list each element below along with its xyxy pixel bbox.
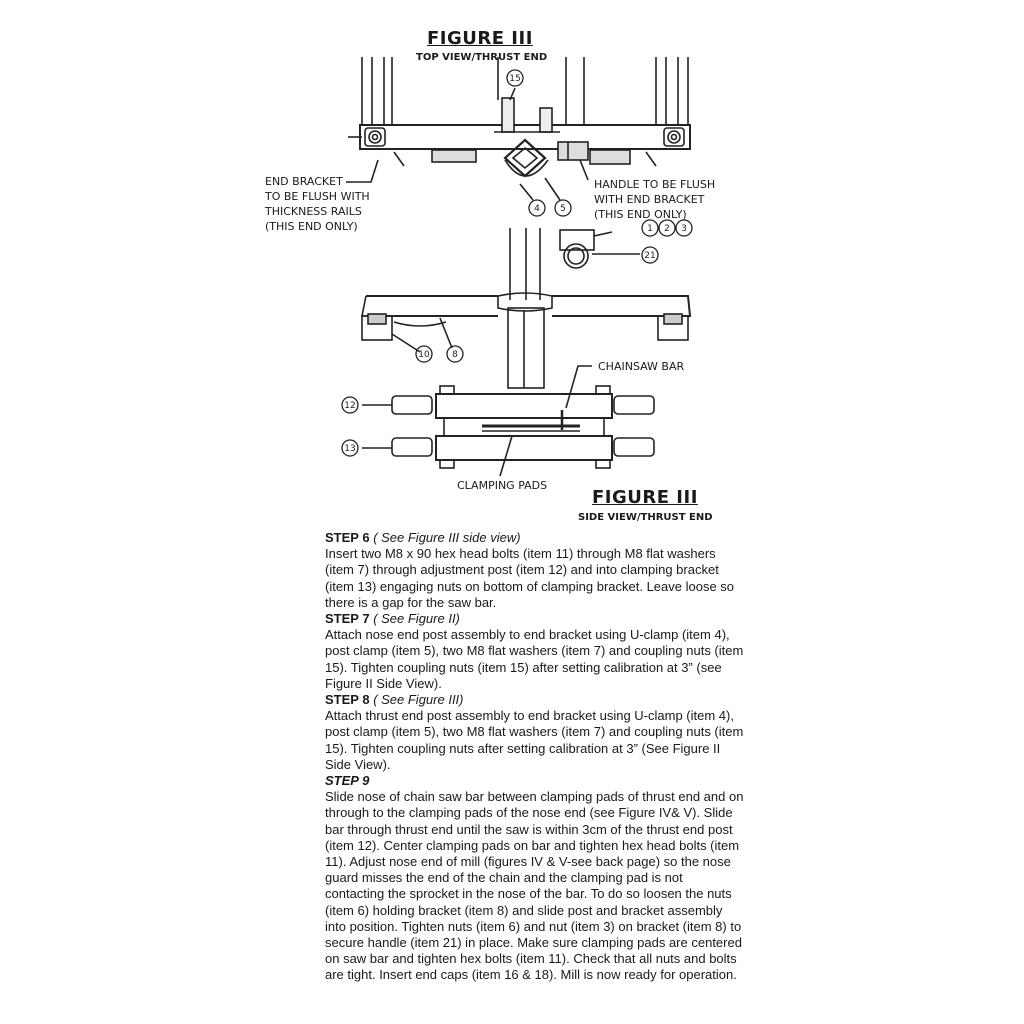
assembly-steps xyxy=(325,530,745,984)
callout-3: 3 xyxy=(681,224,687,234)
side-view xyxy=(362,228,690,476)
callout-numbers xyxy=(344,74,687,454)
callout-21: 21 xyxy=(644,251,656,261)
callout-15: 15 xyxy=(509,74,521,84)
label-end-bracket: END BRACKET TO BE FLUSH WITH THICKNESS RAILS (THIS END ONLY) xyxy=(265,175,370,233)
label-handle: HANDLE TO BE FLUSH WITH END BRACKET (THIS END ONLY) xyxy=(594,178,716,221)
label-chainsaw-bar: CHAINSAW BAR xyxy=(598,360,685,373)
callout-5: 5 xyxy=(560,204,566,214)
callout-12: 12 xyxy=(344,401,356,411)
step-7-body: Attach nose end post assembly to end bracket using U-clamp (item 4), post clamp (item 5), two M8 flat washers (item 7) and coupling nuts (item 15). Tighten coupling nuts (item 15) after setting calibration at 3” (see Figure II Side View). xyxy=(325,627,744,691)
figure-top-subtitle: TOP VIEW/THRUST END xyxy=(416,52,548,63)
step-6-heading: STEP 6 ( See Figure III side view) xyxy=(325,530,521,545)
callouts xyxy=(342,70,692,456)
step-9-heading: STEP 9 xyxy=(325,773,370,789)
step-8-heading: STEP 8 ( See Figure III) xyxy=(325,692,464,708)
figure-top-title: FIGURE III xyxy=(427,28,533,49)
callout-10: 10 xyxy=(418,350,430,360)
callout-2: 2 xyxy=(664,224,670,234)
figure-side-title: FIGURE III xyxy=(592,487,698,508)
label-clamping-pads: CLAMPING PADS xyxy=(457,479,548,492)
callout-13: 13 xyxy=(344,444,356,454)
step-8-body: Attach thrust end post assembly to end bracket using U-clamp (item 4), post clamp (item 5), two M8 flat washers (item 7) and coupling nuts (item 15). Tighten coupling nuts after setting calibration at 3” (See Figure II Side View). xyxy=(325,708,744,772)
callout-1: 1 xyxy=(647,224,653,234)
figure-side-subtitle: SIDE VIEW/THRUST END xyxy=(578,512,713,523)
callout-4: 4 xyxy=(534,204,540,214)
step-6-body: Insert two M8 x 90 hex head bolts (item 11) through M8 flat washers (item 7) through adjustment post (item 12) and into clamping bracket (item 13) engaging nuts on bottom of clamping bracket. Leave loose so there is a gap for the saw bar. xyxy=(325,546,735,610)
step-9-body: Slide nose of chain saw bar between clamping pads of thrust end and on through to the clamping pads of the nose end (see Figure IV& V). Slide bar through thrust end until the saw is within 3cm of the thrust end post (item 12). Center clamping pads on bar and tighten hex head bolts (item 11). Adjust nose end of mill (figures IV & V-see back page) so the nose guard misses the end of the chain and the clamping pad is not contacting the sprocket in the nose of the bar. To do so loosen the nuts (item 6) holding bracket (item 8) and slide post and bracket assembly into position. Tighten nuts (item 6) and nut (item 3) on bracket (item 8) to secure handle (item 21) in place. Make sure clamping pads are centered on saw bar and tighten hex bolts (item 11). Check that all nuts and bolts are tight. Insert end caps (item 16 & 18). Mill is now ready for operation. xyxy=(325,789,744,983)
step-7-heading: STEP 7 ( See Figure II) xyxy=(325,611,460,627)
callout-8: 8 xyxy=(452,350,458,360)
